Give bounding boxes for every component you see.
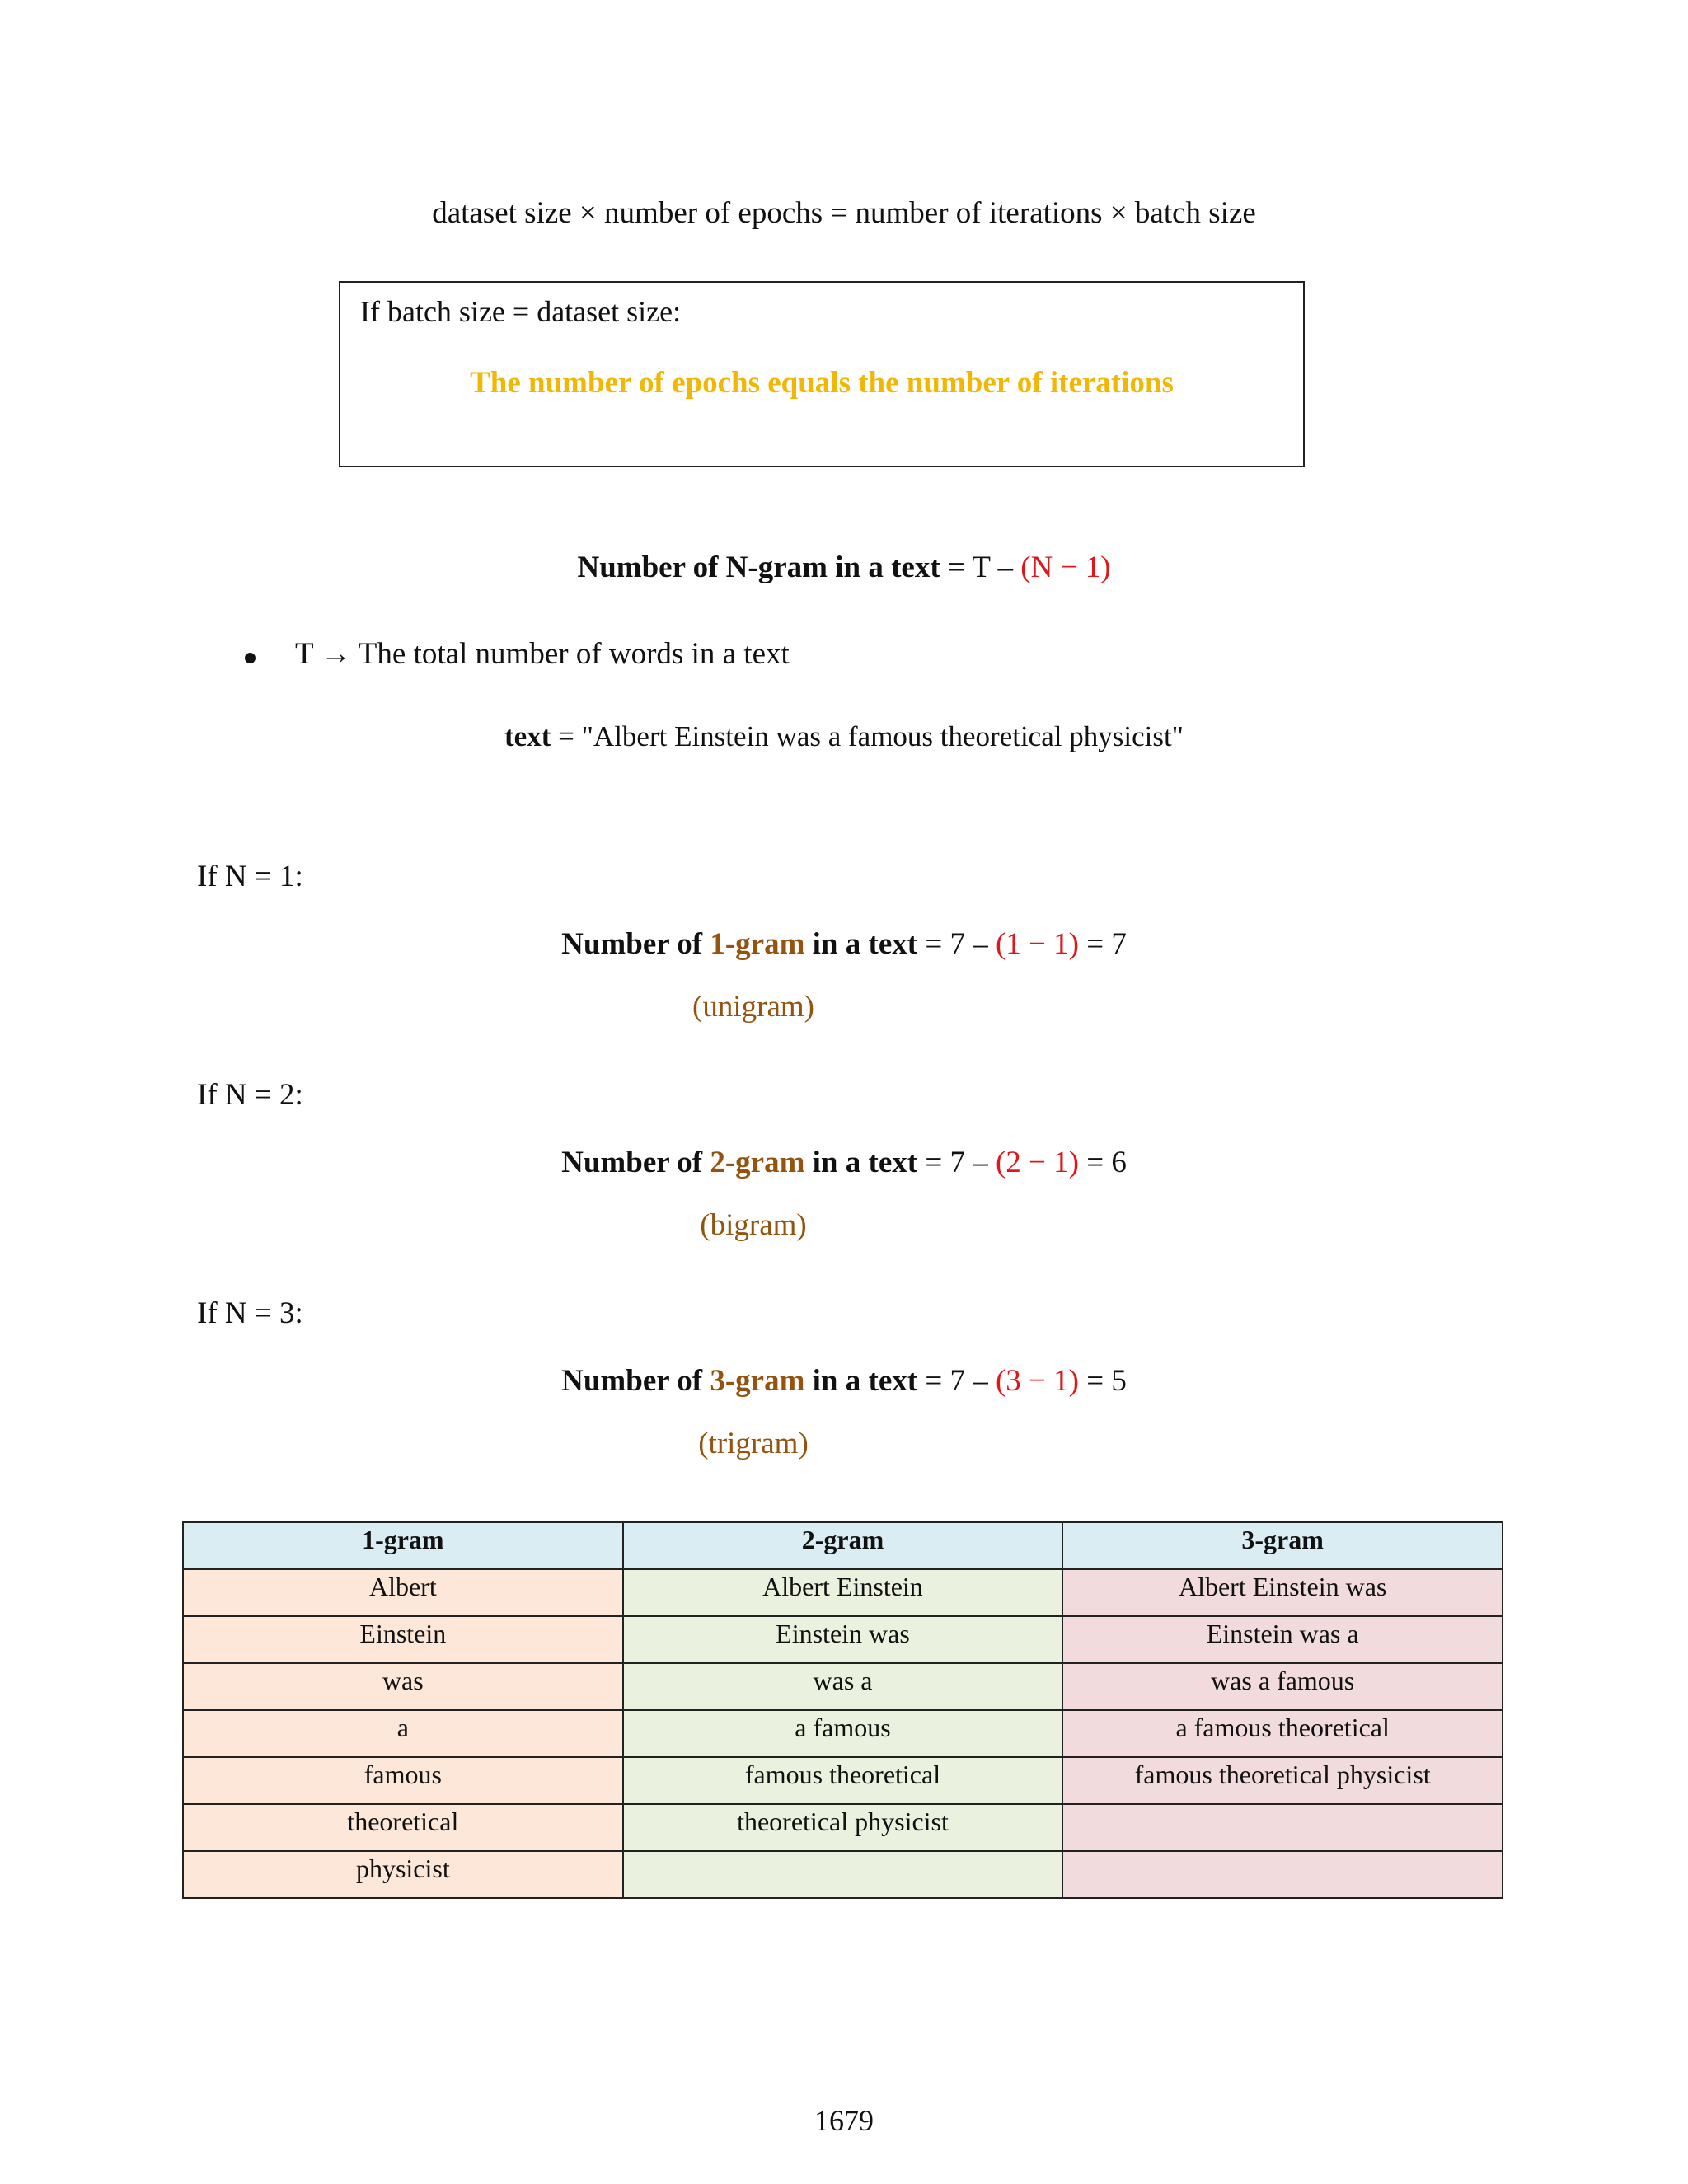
text-example-label: text (504, 720, 551, 752)
table-cell: theoretical (183, 1804, 623, 1851)
case-gram-name: (unigram) (692, 990, 814, 1024)
case-formula-bold: Number of (561, 927, 710, 961)
case-gram-name: (bigram) (700, 1208, 807, 1242)
case-formula (0, 1145, 1688, 1180)
table-cell: Albert Einstein was (1062, 1569, 1503, 1616)
table-cell: Einstein was (623, 1616, 1063, 1663)
case-formula (0, 1363, 1688, 1399)
table-cell: famous theoretical (623, 1757, 1063, 1804)
case-gram: 2-gram (710, 1146, 805, 1179)
case-formula-bold: in a text (804, 1146, 918, 1179)
table-cell: was (183, 1663, 623, 1710)
table-cell: famous theoretical physicist (1062, 1757, 1503, 1804)
table-row (183, 1757, 1503, 1804)
case-label: If N = 2: (197, 1078, 303, 1112)
case-result: = 6 (1078, 1146, 1127, 1179)
case-formula-bold: in a text (804, 1364, 918, 1398)
table-row (183, 1569, 1503, 1616)
text-example-value: = "Albert Einstein was a famous theoretical physicist" (551, 720, 1184, 752)
table-row (183, 1616, 1503, 1663)
ngram-formula (0, 550, 1688, 585)
ngram-formula-mid: = T – (940, 551, 1021, 584)
table-header-cell: 1-gram (183, 1522, 623, 1569)
case-formula-mid: = 7 – (917, 1146, 996, 1179)
case-formula-term: (1 − 1) (995, 927, 1079, 961)
table-cell: famous (183, 1757, 623, 1804)
text-example (0, 720, 1688, 753)
table-cell: a famous theoretical (1062, 1710, 1503, 1757)
ngram-formula-term: (N − 1) (1020, 551, 1111, 584)
table-cell (1062, 1851, 1503, 1898)
table-cell: a famous (623, 1710, 1063, 1757)
table-row (183, 1663, 1503, 1710)
case-formula-term: (2 − 1) (995, 1146, 1079, 1179)
case-formula-mid: = 7 – (917, 927, 996, 961)
table-cell: physicist (183, 1851, 623, 1898)
bullet-icon (245, 653, 256, 663)
table-header-row (183, 1522, 1503, 1569)
table-cell (623, 1851, 1063, 1898)
case-formula-bold: Number of (561, 1146, 710, 1179)
table-header-cell: 3-gram (1062, 1522, 1503, 1569)
table-cell: Einstein was a (1062, 1616, 1503, 1663)
epochs-formula: dataset size × number of epochs = number of iterations × batch size (432, 196, 1256, 230)
case-gram-name: (trigram) (698, 1427, 809, 1460)
ngram-table (182, 1521, 1503, 1899)
case-formula-mid: = 7 – (917, 1364, 996, 1398)
table-cell: was a famous (1062, 1663, 1503, 1710)
ngram-formula-label: Number of N-gram in a text (577, 551, 940, 584)
box-condition: If batch size = dataset size: (360, 295, 682, 328)
batch-size-box (339, 281, 1305, 467)
table-row (183, 1804, 1503, 1851)
case-label: If N = 3: (197, 1296, 303, 1330)
table-cell: theoretical physicist (623, 1804, 1063, 1851)
table-cell (1062, 1804, 1503, 1851)
box-conclusion: The number of epochs equals the number of iterations (470, 366, 1174, 400)
bullet-text: T → The total number of words in a text (295, 637, 790, 671)
case-formula (0, 926, 1688, 962)
case-formula-bold: Number of (561, 1364, 710, 1398)
table-cell: Albert Einstein (623, 1569, 1063, 1616)
table-row (183, 1710, 1503, 1757)
case-gram: 3-gram (710, 1364, 805, 1398)
table-row (183, 1851, 1503, 1898)
case-gram: 1-gram (710, 927, 805, 961)
table-cell: Einstein (183, 1616, 623, 1663)
case-result: = 7 (1078, 927, 1127, 961)
table-header-cell: 2-gram (623, 1522, 1063, 1569)
case-result: = 5 (1078, 1364, 1127, 1398)
table-cell: was a (623, 1663, 1063, 1710)
case-label: If N = 1: (197, 860, 303, 893)
page-number: 1679 (814, 2104, 874, 2137)
case-formula-term: (3 − 1) (995, 1364, 1079, 1398)
table-cell: a (183, 1710, 623, 1757)
table-cell: Albert (183, 1569, 623, 1616)
case-formula-bold: in a text (804, 927, 918, 961)
